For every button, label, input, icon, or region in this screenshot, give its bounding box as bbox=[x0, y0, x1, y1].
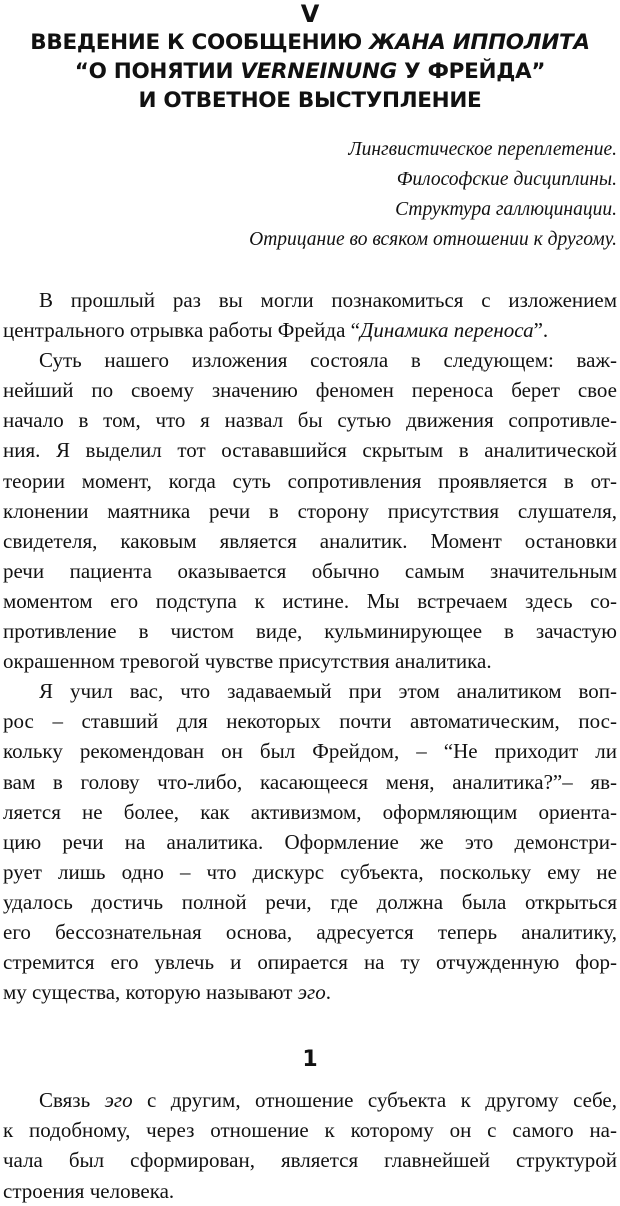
text-line: строения человека. bbox=[3, 1178, 175, 1203]
text-line: вам в голову что-либо, касающееся меня, аналитика?”– яв- bbox=[3, 769, 617, 794]
text-line: чала был сформирован, является главнейшей структурой bbox=[3, 1148, 617, 1173]
epigraph-line: Лингвистическое переплетение. bbox=[348, 139, 617, 160]
paragraph-3 bbox=[3, 676, 617, 1007]
text-line: удалось достичь полной речи, где должна была открыться bbox=[3, 889, 617, 914]
text-line: моментом его подступа к истине. Мы встречаем здесь со- bbox=[3, 588, 617, 613]
text-line: окрашенном тревогой чувстве присутствия аналитика. bbox=[3, 649, 492, 674]
text-line: ния. Я выделил тот остававшийся скрытым в аналитической bbox=[3, 438, 617, 463]
paragraph-2 bbox=[3, 345, 617, 676]
text-line: противление в чистом виде, кульминирующее в зачастую bbox=[3, 619, 617, 644]
text-line: теории момент, когда суть сопротивления проявляется в от- bbox=[3, 468, 617, 493]
body-text bbox=[3, 285, 617, 1206]
paragraph-1 bbox=[3, 285, 617, 345]
epigraph-line: Отрицание во всяком отношении к другому. bbox=[249, 229, 617, 250]
text-line: начало в том, что я назвал бы сутью движения сопротивле- bbox=[3, 408, 617, 433]
text-line: цию речи на аналитика. Оформление же это демонстри- bbox=[3, 829, 617, 854]
chapter-title bbox=[3, 28, 617, 115]
text-line: Связь эго с другим, отношение субъекта к другому себе, bbox=[39, 1088, 617, 1113]
title-line-1: ВВЕДЕНИЕ К СООБЩЕНИЮ ЖАНА ИППОЛИТА bbox=[30, 30, 590, 55]
text-line: В прошлый раз вы могли познакомиться с изложением bbox=[39, 288, 617, 312]
title-line-3: И ОТВЕТНОЕ ВЫСТУПЛЕНИЕ bbox=[138, 88, 482, 113]
term-ego: эго bbox=[104, 1088, 133, 1113]
section-number: 1 bbox=[302, 1047, 318, 1073]
text-line: рос – ставший для некоторых почти автоматическим, пос- bbox=[3, 709, 617, 734]
text-line: кольку рекомендован он был Фрейдом, – “Не приходит ли bbox=[3, 739, 617, 764]
text-line: его бессознательная основа, адресуется теперь аналитику, bbox=[3, 919, 617, 944]
epigraph-line: Структура галлюцинации. bbox=[395, 199, 617, 220]
title-line-2: “О ПОНЯТИИ VERNEINUNG У ФРЕЙДА” bbox=[74, 59, 546, 84]
text-line: рует лишь одно – что дискурс субъекта, поскольку ему не bbox=[3, 859, 617, 884]
text-line: Я учил вас, что задаваемый при этом аналитиком воп- bbox=[39, 679, 617, 704]
text-line: центрального отрывка работы Фрейда “Динамика переноса”. bbox=[3, 318, 549, 343]
text-line: му существа, которую называют эго. bbox=[3, 980, 331, 1005]
section-paragraph bbox=[3, 1085, 617, 1205]
text-line: к подобному, через отношение к которому он с самого на- bbox=[3, 1118, 617, 1143]
text-line: стремится его увлечь и опирается на ту отчужденную фор- bbox=[3, 950, 617, 975]
epigraph bbox=[3, 135, 617, 255]
term-ego: эго bbox=[297, 980, 326, 1005]
text-line: речи пациента оказывается обычно самым значительным bbox=[3, 558, 617, 583]
title-author-name: ЖАНА ИППОЛИТА bbox=[369, 30, 590, 55]
chapter-number: V bbox=[300, 0, 320, 28]
text-line: Суть нашего изложения состояла в следующем: важ- bbox=[39, 348, 617, 373]
text-line: свидетеля, каковым является аналитик. Момент остановки bbox=[3, 528, 617, 553]
text-line: нейший по своему значению феномен переноса берет свое bbox=[3, 378, 617, 403]
work-title: Динамика переноса bbox=[360, 318, 534, 343]
text-line: ляется не более, как активизмом, оформляющим ориента- bbox=[3, 799, 617, 824]
text-line: клонении маятника речи в сторону присутствия слушателя, bbox=[3, 498, 617, 523]
title-term: VERNEINUNG bbox=[240, 59, 397, 84]
epigraph-line: Философские дисциплины. bbox=[396, 169, 617, 190]
